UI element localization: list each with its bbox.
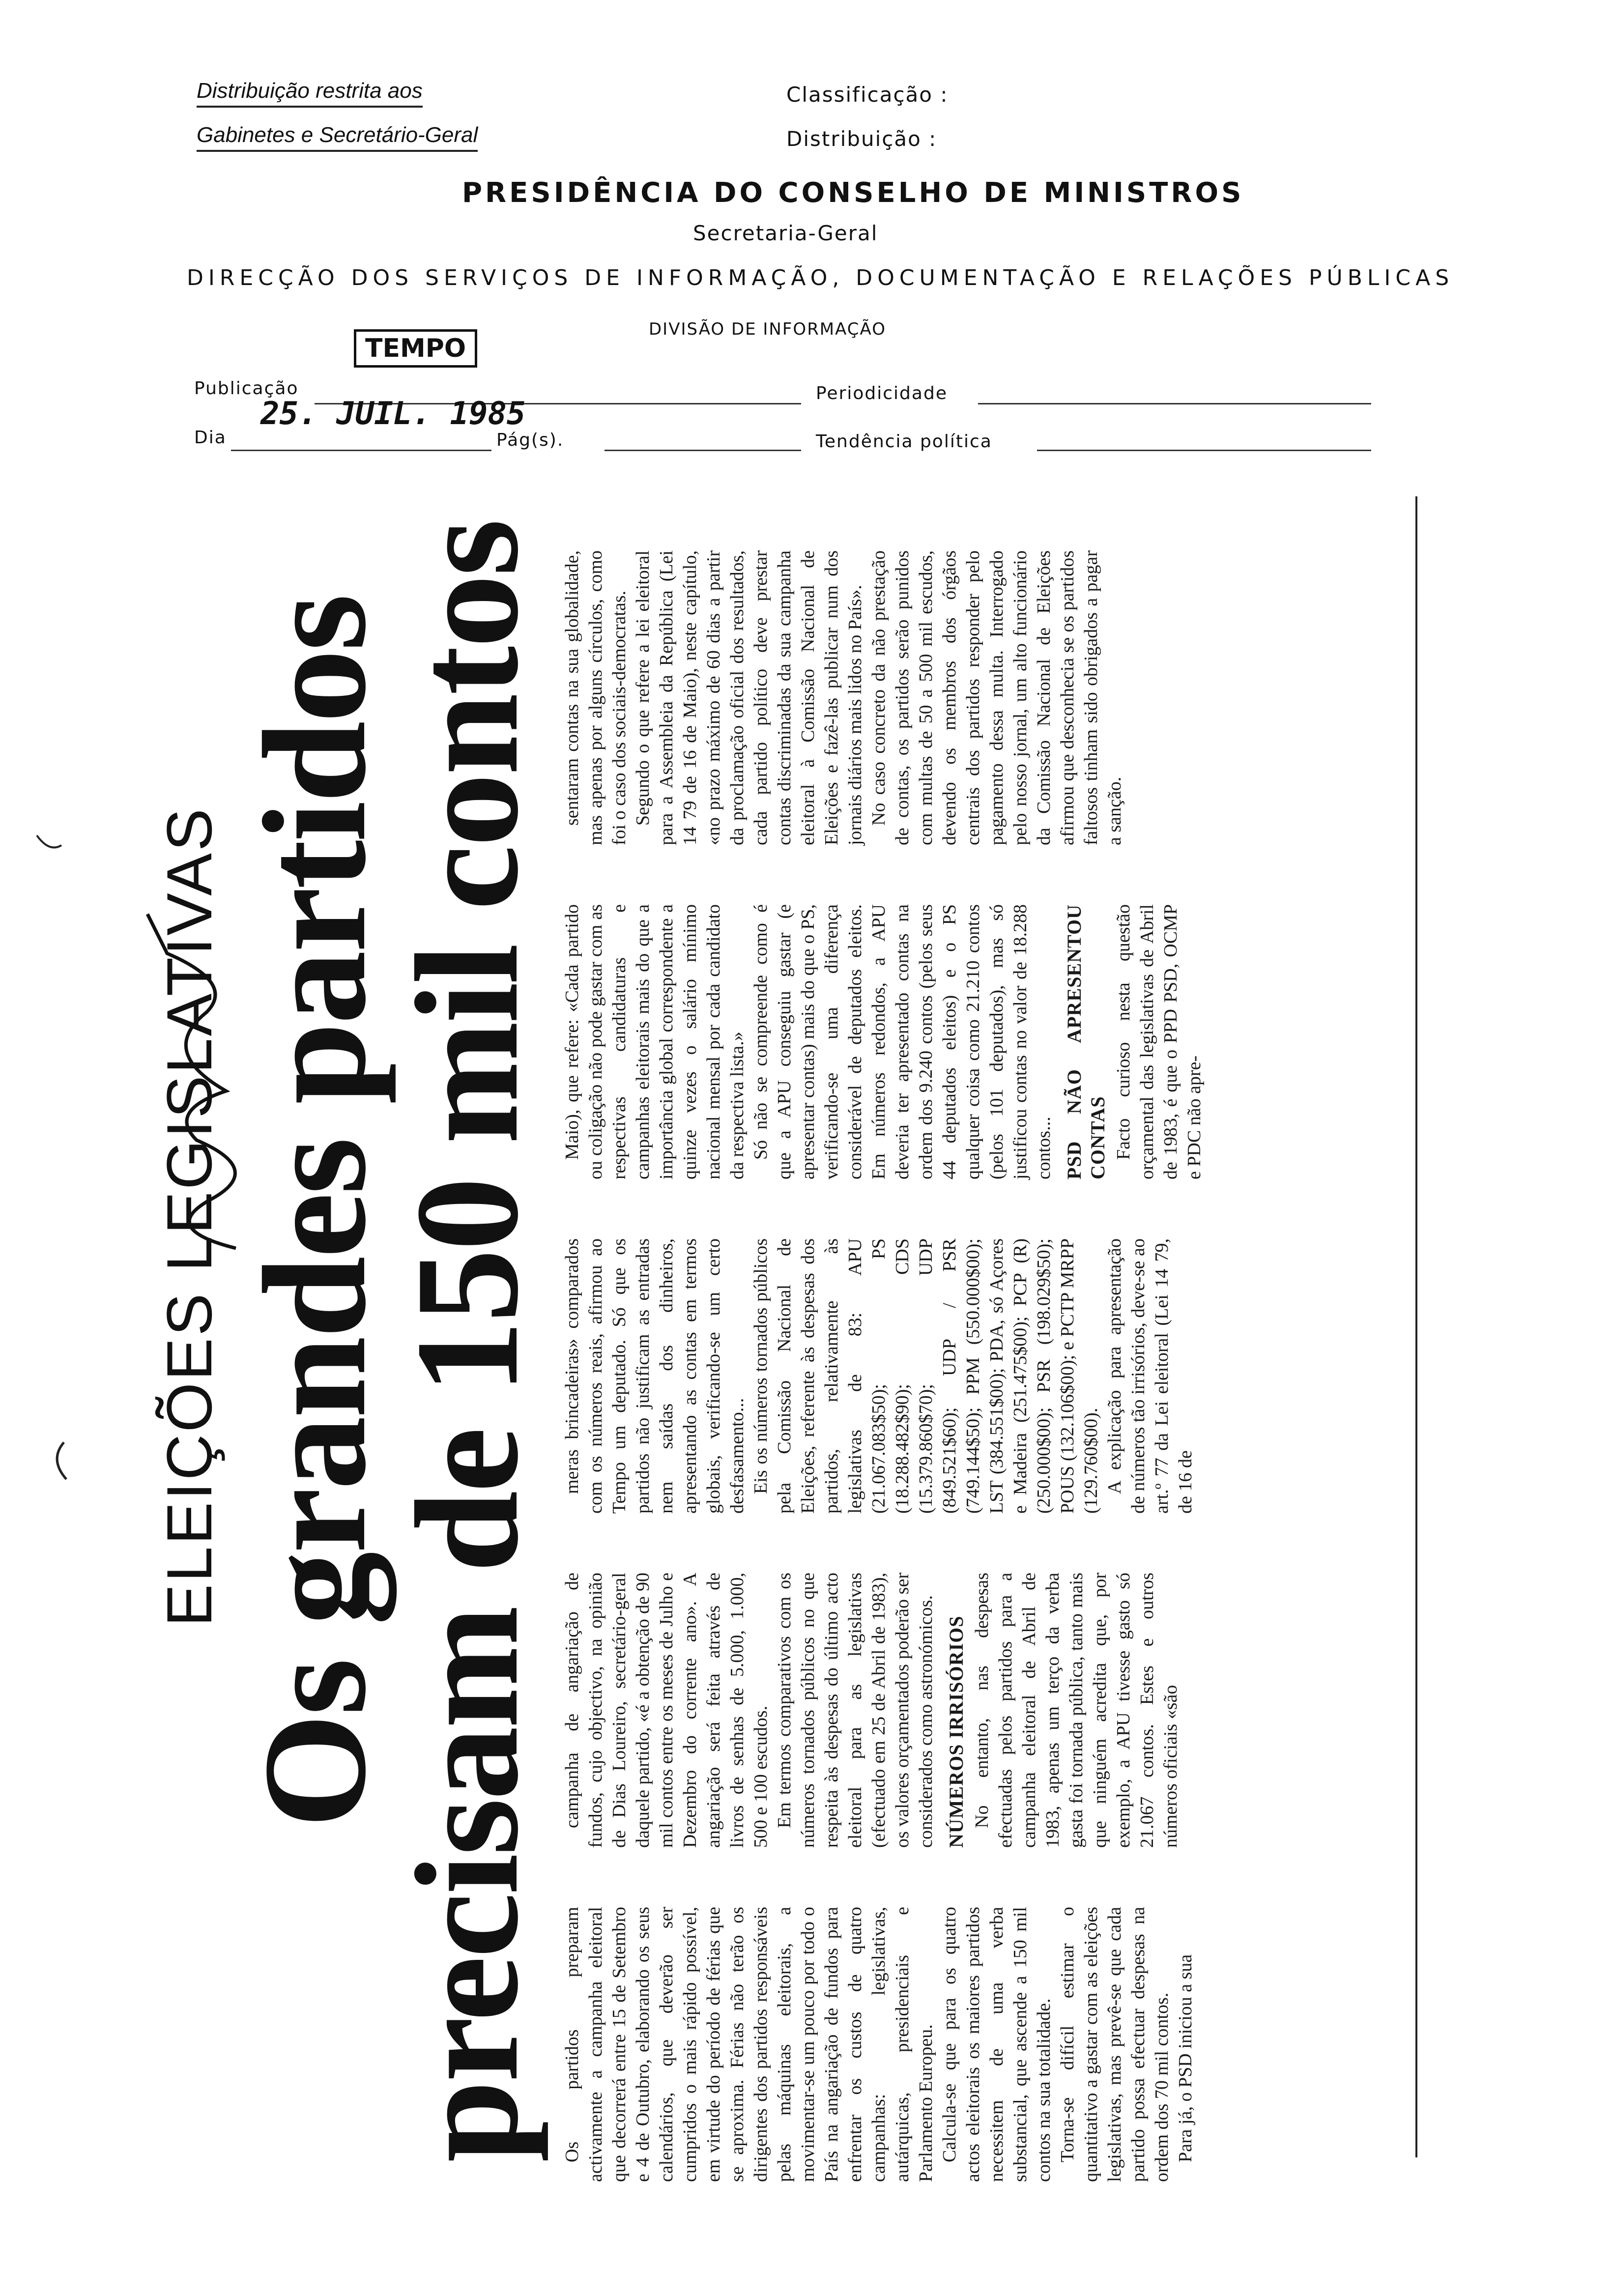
column-1-paragraph-1: Os partidos preparam activamente a campanha eleitoral que decorrerá entre 15 de Setembro e 4 de Outubro, elaborando os seus calendários, que deverão ser cumpridos o mais rápido possível, em virtude do período de férias que se aproxima. Férias não terão os dirigentes dos partidos responsáveis pelas máquinas eleitorais, a movimentar-se um pouco por todo o País na angariação de fundos para enfrentar os custos de quatro campanhas: legislativas, autárquicas, presidenciais e Parlamento Europeu. bbox=[562, 1907, 936, 2182]
column-5-paragraph-2: Segundo o que refere a lei eleitoral para a Assembleia da República (Lei 14 79 de 16 de Maio), neste capítulo, «no prazo máximo de 60 dias a partir da proclamação oficial dos resultados, cada partido político deve prestar contas discriminadas da sua campanha eleitoral à Comissão Nacional de Eleições e fazê-las publicar num dos jornais diários mais lidos no País». bbox=[633, 550, 865, 845]
column-4-paragraph-3: Facto curioso nesta questão orçamental das legislativas de Abril de 1983, é que o PPD PSD, OCMP e PDC não apre- bbox=[1113, 904, 1205, 1179]
column-4-paragraph-1: Maio), que refere: «Cada partido ou coligação não pode gastar com as respectivas candidaturas e campanhas eleitorais mais do que a importância global correspondente a quinze vezes o salário mínimo nacional mensal por cada candidato da respectiva lista.» bbox=[562, 904, 748, 1179]
distribution-label: Distribuição : bbox=[786, 127, 937, 151]
tendency-blank bbox=[1037, 450, 1371, 451]
margin-mark-2 bbox=[44, 1440, 74, 1484]
column-1-paragraph-3: Torna-se difícil estimar o quantitativo a gastar com as eleições legislativas, mas prevê-se que cada partido possa efectuar despesas na ordem dos 70 mil contos. bbox=[1057, 1907, 1172, 2182]
column-5-paragraph-3: No caso concreto da não prestação de contas, os partidos serão punidos com multas de 50 a 500 mil escudos, devendo os membros dos órgãos centrais dos partidos responder pelo pagamento dessa multa. Interrogado pelo nosso jornal, um alto funcionário da Comissão Nacional de Eleições afirmou que desconhecia se os partidos faltosos tinham sido obrigados a pagar a sanção. bbox=[868, 550, 1125, 845]
article-column-5 bbox=[560, 550, 1126, 845]
day-label: Dia bbox=[194, 428, 227, 448]
column-5-paragraph-1: sentaram contas na sua globalidade, mas apenas por alguns círculos, como foi o caso dos sociais-democratas. bbox=[562, 550, 630, 845]
subheading-numeros-irrisorios: NÚMEROS IRRISÓRIOS bbox=[945, 1615, 967, 1848]
subheading-psd-nao-apresentou: PSD NÃO APRESENTOU CONTAS bbox=[1063, 904, 1109, 1179]
article-column-3 bbox=[560, 1238, 1197, 1514]
column-2-paragraph-1: campanha de angariação de fundos, cujo objectivo, na opinião de Dias Loureiro, secretário-geral daquele partido, «é a obtenção de 90 mil contos entre os meses de Julho e Dezembro do corrente ano». A angariação será feita através de livros de senhas de 5.000, 1.000, 500 e 100 escudos. bbox=[562, 1573, 771, 1848]
column-3-paragraph-2: Eis os números tornados públicos pela Comissão Nacional de Eleições, referente às despesas dos partidos, relativamente às legislativas de 83: APU (21.067.083$50); PS (18.288.482$90); CDS (15.379.860$70); UDP (849.521$60); UDP / PSR (749.144$50); PPM (550.000$00); LST (384.551$00); PDA, só Açores e Madeira (251.475$00); PCP (R) (250.000$00); PSR (198.029$50); POUS (132.106$00); e PCTP MRPP (129.760$00). bbox=[750, 1238, 1101, 1514]
secretariat-title: Secretaria-Geral bbox=[693, 221, 878, 245]
column-1-paragraph-4: Para já, o PSD iniciou a sua bbox=[1175, 1954, 1196, 2162]
classification-label: Classificação : bbox=[786, 83, 949, 107]
margin-mark-1 bbox=[34, 831, 64, 860]
headline-line-2: precisam de 150 mil contos bbox=[385, 520, 548, 2162]
ministry-title: PRESIDÊNCIA DO CONSELHO DE MINISTROS bbox=[462, 177, 1244, 209]
article-column-1 bbox=[560, 1907, 1197, 2182]
section-title: ELEIÇÕES LEGISLATIVAS bbox=[153, 806, 225, 1627]
column-3-paragraph-1: meras brincadeiras» comparados com os números reais, afirmou ao Tempo um deputado. Só que os partidos não justificam as entradas nem saídas dos dinheiros, apresentando as contas em termos globais, verificando-se um certo desfasamento... bbox=[562, 1238, 748, 1514]
column-2-paragraph-2: Em termos comparativos com os números tornados públicos no que respeita às despesas do último acto eleitoral para as legislativas (efectuado em 25 de Abril de 1983), os valores orçamentados poderão ser considerados como astronómicos. bbox=[774, 1573, 936, 1848]
column-1-paragraph-2: Calcula-se que para os quatro actos eleitorais os maiores partidos necessitem de uma verba substancial, que ascende a 150 mil contos na sua totalidade. bbox=[939, 1907, 1054, 2182]
day-blank bbox=[231, 450, 491, 451]
pages-label: Pág(s). bbox=[496, 430, 564, 450]
newspaper-article bbox=[138, 501, 1386, 2192]
article-column-2 bbox=[560, 1573, 1182, 1848]
publication-label: Publicação bbox=[194, 378, 299, 399]
article-column-4 bbox=[560, 904, 1206, 1179]
distribution-restriction-line2: Gabinetes e Secretário-Geral bbox=[197, 123, 478, 147]
column-4-paragraph-2: Só não se compreende como é que a APU conseguiu gastar (e apresentar contas) mais do que o PS, verificando-se uma diferença considerável de deputados eleitos. Em números redondos, a APU deveria ter apresentado contas na ordem dos 9.240 contos (pelos seus 44 deputados eleitos) e o PS qualquer coisa como 21.210 contos (pelos 101 deputados), mas só justificou contas no valor de 18.288 contos... bbox=[750, 904, 1054, 1179]
column-3-paragraph-3: A explicação para apresentação de números tão irrisórios, deve-se ao art.º 77 da Lei eleitoral (Lei 14 79, de 16 de bbox=[1104, 1238, 1196, 1514]
directorate-title: DIRECÇÃO DOS SERVIÇOS DE INFORMAÇÃO, DOCUMENTAÇÃO E RELAÇÕES PÚBLICAS bbox=[187, 265, 1454, 290]
division-title: DIVISÃO DE INFORMAÇÃO bbox=[649, 319, 886, 339]
right-border-rule bbox=[1415, 496, 1417, 2157]
pages-blank bbox=[604, 450, 801, 451]
headline-line-1: Os grandes partidos bbox=[233, 596, 396, 1828]
publication-date: 25. JUIL. 1985 bbox=[260, 396, 526, 432]
tendency-label: Tendência política bbox=[816, 431, 992, 452]
periodicity-blank bbox=[978, 403, 1371, 404]
column-2-paragraph-3: No entanto, nas despesas efectuadas pelos partidos para a campanha eleitoral de Abril de 1983, apenas um terço da verba gasta foi tornada pública, tanto mais que ninguém acredita que, por exemplo, a APU tivesse gasto só 21.067 contos. Estes e outros números oficiais «são bbox=[972, 1573, 1181, 1848]
publication-stamp: TEMPO bbox=[354, 329, 477, 368]
periodicity-label: Periodicidade bbox=[816, 383, 948, 403]
distribution-restriction-line1: Distribuição restrita aos bbox=[197, 79, 423, 103]
